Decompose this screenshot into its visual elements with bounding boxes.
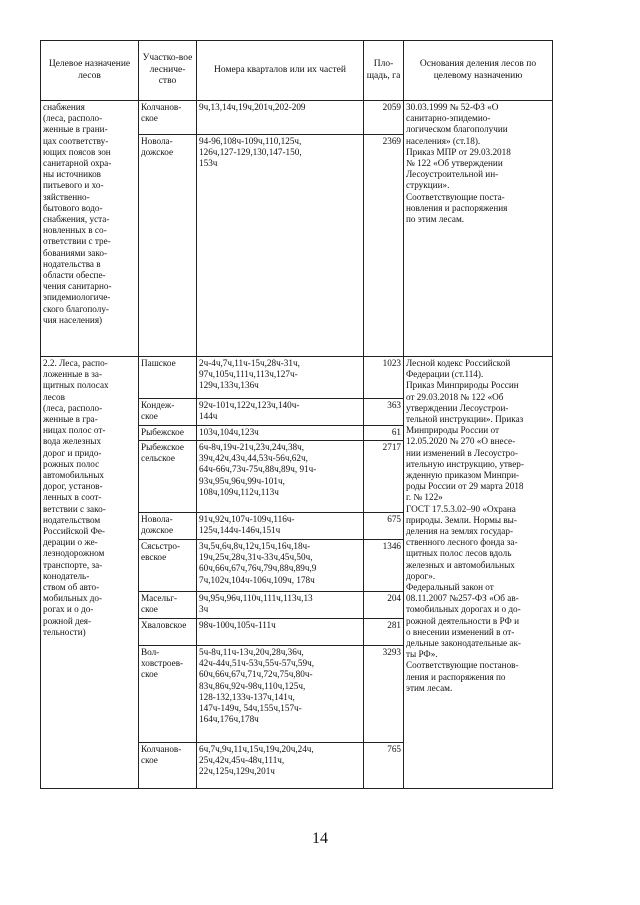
district-cell: Кондеж- ское xyxy=(139,399,197,426)
quarters-cell: 6ч-8ч,19ч-21ч,23ч,24ч,38ч, 39ч,42ч,43ч,44,53ч-56ч,62ч, 64ч-66ч,73ч-75ч,88ч,89ч, 91ч- 93ч,95ч,96ч,99ч-101ч, 108ч,109ч,112ч,113ч xyxy=(197,441,364,513)
district-cell: Новола- дожское xyxy=(139,513,197,540)
district-cell: Пашское xyxy=(139,357,197,399)
area-cell: 204 xyxy=(364,592,404,619)
area-cell: 61 xyxy=(364,426,404,441)
district-cell: Колчанов- ское xyxy=(139,101,197,135)
quarters-cell: 5ч-8ч,11ч-13ч,20ч,28ч,36ч, 42ч-44ч,51ч-53ч,55ч-57ч,59ч, 60ч,66ч,67ч,71ч,72ч,75ч,80ч- 83ч,86ч,92ч-98ч,110ч,125ч, 128-132,133ч-137ч,141ч, 147ч-149ч, 54ч,155ч,157ч- 164ч,176ч,178ч xyxy=(197,646,364,743)
section1-basis: 30.03.1999 № 52-ФЗ «О санитарно-эпидемио- логическом благополучии населения» (ст.18). Приказ МПР от 29.03.2018 № 122 «Об утверждении Лесоустроительной ин- струкции». Соответствующие поста- новления и распоряжения по этим лесам. xyxy=(404,101,553,357)
district-cell: Новола- дожское xyxy=(139,135,197,357)
page-number: 14 xyxy=(312,830,328,847)
header-district: Участко-вое лесниче-ство xyxy=(139,41,197,101)
district-cell: Сясьстро- евское xyxy=(139,540,197,592)
area-cell: 675 xyxy=(364,513,404,540)
quarters-cell: 92ч-101ч,122ч,123ч,140ч- 144ч xyxy=(197,399,364,426)
district-cell: Масельг- ское xyxy=(139,592,197,619)
district-cell: Вол- ховстроев- ское xyxy=(139,646,197,743)
area-cell: 2059 xyxy=(364,101,404,135)
header-basis: Основания деления лесов по целевому назначению xyxy=(404,41,553,101)
table-header-row xyxy=(41,41,553,101)
forest-purpose-table xyxy=(40,40,553,789)
quarters-cell: 103ч,104ч,123ч xyxy=(197,426,364,441)
area-cell: 1346 xyxy=(364,540,404,592)
quarters-cell: 98ч-100ч,105ч-111ч xyxy=(197,619,364,646)
table-row xyxy=(41,101,553,135)
quarters-cell: 3ч,5ч,6ч,8ч,12ч,15ч,16ч,18ч- 19ч,25ч,28ч,31ч-33ч,45ч,50ч, 60ч,66ч,67ч,76ч,79ч,88ч,89ч,9 7ч,102ч,104ч-106ч,109ч, 178ч xyxy=(197,540,364,592)
table-row xyxy=(41,357,553,399)
area-cell: 363 xyxy=(364,399,404,426)
area-cell: 3293 xyxy=(364,646,404,743)
quarters-cell: 9ч,13,14ч,19ч,201ч,202-209 xyxy=(197,101,364,135)
section2-purpose: 2.2. Леса, распо- ложенные в за- щитных полосах лесов (леса, располо- женные в гра- ницах полос от- вода железных дорог и придо- рожных полос автомобильных дорог, установ- ленных в соот- ветствии с зако- нодательством Российской Фе- дерации о же- лезнодорожном транспорте, за- конодатель- ством об авто- мобильных до- рогах и о до- рожной дея- тельности) xyxy=(41,357,139,789)
header-quarters: Номера кварталов или их частей xyxy=(197,41,364,101)
district-cell: Колчанов- ское xyxy=(139,743,197,789)
district-cell: Рыбежское сельское xyxy=(139,441,197,513)
quarters-cell: 94-96,108ч-109ч,110,125ч, 126ч,127-129,130,147-150, 153ч xyxy=(197,135,364,357)
area-cell: 1023 xyxy=(364,357,404,399)
area-cell: 765 xyxy=(364,743,404,789)
quarters-cell: 91ч,92ч,107ч-109ч,116ч- 125ч,144ч-146ч,151ч xyxy=(197,513,364,540)
area-cell: 281 xyxy=(364,619,404,646)
section2-basis: Лесной кодекс Российской Федерации (ст.114). Приказ Минприроды Россин от 29.03.2018 № 122 «Об утверждении Лесоустрои- тельной инструкции». Приказ Минприроды России от 12.05.2020 № 270 «О внесе- нии изменений в Лесоустро- ительную инструкцию, утвер- жденную приказом Минпри- роды России от 29 марта 2018 г. № 122» ГОСТ 17.5.3.02–90 «Охрана природы. Земли. Нормы вы- деления на землях государ- ственного лесного фонда за- щитных полос лесов вдоль железных и автомобильных дорог». Федеральный закон от 08.11.2007 №257-ФЗ «Об ав- томобильных дорогах и о до- рожной деятельности в РФ и о внесении изменений в от- дельные законодательные ак- ты РФ». Соответствующие постанов- ления и распоряжения по этим лесам. xyxy=(404,357,553,789)
quarters-cell: 6ч,7ч,9ч,11ч,15ч,19ч,20ч,24ч, 25ч,42ч,45ч-48ч,111ч, 22ч,125ч,129ч,201ч xyxy=(197,743,364,789)
quarters-cell: 2ч-4ч,7ч,11ч-15ч,28ч-31ч, 97ч,105ч,111ч,113ч,127ч- 129ч,133ч,136ч xyxy=(197,357,364,399)
district-cell: Рыбежское xyxy=(139,426,197,441)
header-area: Пло-щадь, га xyxy=(364,41,404,101)
header-purpose: Целевое назначение лесов xyxy=(41,41,139,101)
district-cell: Хваловское xyxy=(139,619,197,646)
area-cell: 2717 xyxy=(364,441,404,513)
quarters-cell: 9ч,95ч,96ч,110ч,111ч,113ч,13 3ч xyxy=(197,592,364,619)
area-cell: 2369 xyxy=(364,135,404,357)
section1-purpose: снабжения (леса, располо- женные в грани- цах соответству- ющих поясов зон санитарной охра- ны источников питьевого и хо- зяйственно- бытового водо- снабжения, уста- новленных в со- ответствии с тре- бованиями зако- нодательства в области обеспе- чения санитарно- эпидемиологиче- ского благополу- чия населения) xyxy=(41,101,139,357)
